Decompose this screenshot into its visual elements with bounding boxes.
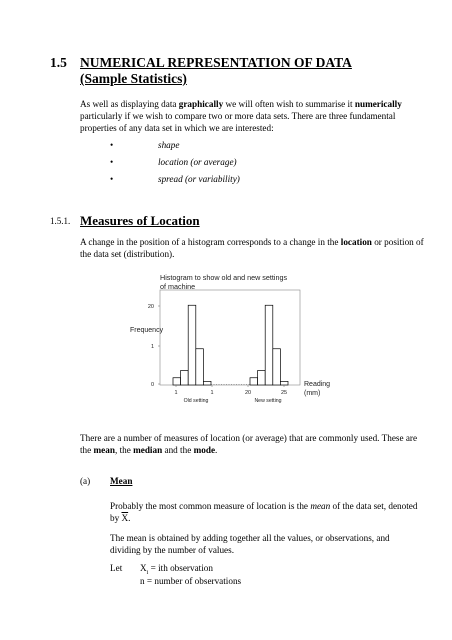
histogram-bar xyxy=(250,378,258,385)
histogram-bar xyxy=(188,305,196,385)
bullet-icon: • xyxy=(110,174,114,184)
y-axis-label: Frequency xyxy=(130,327,164,334)
histogram-bar xyxy=(265,305,273,385)
x-axis-label-line1: Reading xyxy=(304,381,331,388)
histogram-bar xyxy=(181,371,189,386)
mean-definition-paragraph: Probably the most common measure of location is the mean of the data set, denoted by $\overline{X}$. xyxy=(110,501,418,523)
bullet-icon: • xyxy=(110,157,114,167)
group-label-old: Old setting xyxy=(183,398,209,404)
mean-item-label: (a) xyxy=(80,476,91,486)
histogram-bar xyxy=(258,371,266,386)
group-label-new: New setting xyxy=(254,398,282,404)
mean-heading: Mean xyxy=(110,476,133,486)
section-heading xyxy=(50,55,430,89)
x-tick-label: 1 xyxy=(210,390,214,396)
location-paragraph: A change in the position of a histogram corresponds to a change in the location or position of the data set (distribution). xyxy=(80,237,424,259)
chart-title-line1: Histogram to show old and new settings xyxy=(160,273,288,282)
x-axis-label-line2: (mm) xyxy=(304,390,321,397)
bullet-item: location (or average) xyxy=(158,157,237,167)
section-number: 1.5 xyxy=(50,55,67,70)
measures-paragraph: There are a number of measures of location (or average) that are commonly used. These are the mean, the median and the mode. xyxy=(80,433,418,455)
bullet-icon: • xyxy=(110,140,114,150)
histogram-chart xyxy=(110,270,340,420)
x-tick-label: 25 xyxy=(280,390,288,396)
bullet-item: spread (or variability) xyxy=(158,174,240,184)
histogram-bar xyxy=(280,381,288,385)
x-tick-label: 1 xyxy=(174,390,178,396)
y-tick-label: 20 xyxy=(147,304,154,310)
definition-n: n = number of observations xyxy=(140,576,242,586)
x-bar-symbol: $\overline{X}$ xyxy=(121,513,129,523)
bullet-item: shape xyxy=(158,140,180,150)
mean-method-paragraph: The mean is obtained by adding together all the values, or observations, and dividing by the number of values. xyxy=(110,533,390,555)
subsection-number: 1.5.1. xyxy=(50,216,71,226)
histogram-bar xyxy=(196,349,204,385)
histogram-bar xyxy=(173,378,181,385)
x-tick-label: 20 xyxy=(244,390,252,396)
y-tick-label: 1 xyxy=(150,344,154,350)
subsection-title: Measures of Location xyxy=(80,213,200,228)
intro-paragraph: As well as displaying data graphically we will often wish to summarise it numerically particularly if we wish to compare two or more data sets. There are three fundamental properties of any data set in which we are interested: xyxy=(80,99,402,133)
histogram-bar xyxy=(273,349,281,385)
section-title-line1: NUMERICAL REPRESENTATION OF DATA xyxy=(80,55,352,70)
section-title-line2: (Sample Statistics) xyxy=(80,71,187,86)
y-tick-label: 0 xyxy=(150,382,154,388)
histogram-bar xyxy=(203,381,211,385)
definition-xi: $X_i$ = ith observation xyxy=(140,563,213,576)
chart-title-line2: of machine xyxy=(160,282,196,291)
property-bullet-list xyxy=(110,140,360,200)
let-label: Let xyxy=(110,563,123,573)
chart-plot xyxy=(130,273,330,404)
